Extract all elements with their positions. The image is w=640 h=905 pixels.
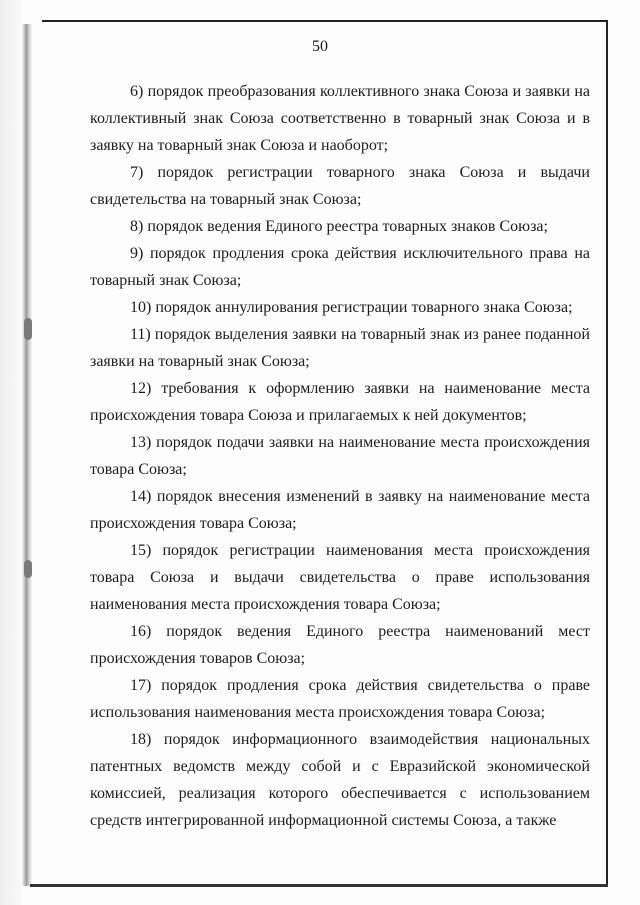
list-item: 9) порядок продления срока действия исключительного права на товарный знак Союза; xyxy=(90,245,590,289)
page-border-left xyxy=(22,24,32,886)
list-item: 18) порядок информационного взаимодействия национальных патентных ведомств между собой и с Евразийской экономической комиссией, реализация которого обеспечивается с использованием средств интегрированной информационной системы Союза, а также xyxy=(90,731,590,829)
list-item: 17) порядок продления срока действия свидетельства о праве использования наименования места происхождения товара Союза; xyxy=(90,677,590,721)
binding-mark xyxy=(24,318,32,340)
document-body xyxy=(90,78,590,834)
page-border-right xyxy=(606,20,608,886)
binding-mark xyxy=(24,560,32,578)
page-number: 50 xyxy=(312,38,328,55)
list-item: 16) порядок ведения Единого реестра наименований мест происхождения товаров Союза; xyxy=(90,623,590,667)
list-item: 6) порядок преобразования коллективного знака Союза и заявки на коллективный знак Союза соответственно в товарный знак Союза и в заявку на товарный знак Союза и наоборот; xyxy=(90,83,590,154)
list-item: 8) порядок ведения Единого реестра товарных знаков Союза; xyxy=(130,218,548,235)
list-item: 11) порядок выделения заявки на товарный знак из ранее поданной заявки на товарный знак Союза; xyxy=(90,326,590,370)
list-item: 15) порядок регистрации наименования места происхождения товара Союза и выдачи свидетельства о праве использования наименования места происхождения товара Союза; xyxy=(90,542,590,613)
list-item: 12) требования к оформлению заявки на наименование места происхождения товара Союза и прилагаемых к ней документов; xyxy=(90,380,590,424)
list-item: 7) порядок регистрации товарного знака Союза и выдачи свидетельства на товарный знак Союза; xyxy=(90,164,590,208)
page-border-top xyxy=(42,20,608,22)
page-border-bottom xyxy=(30,884,608,887)
list-item: 14) порядок внесения изменений в заявку на наименование места происхождения товара Союза; xyxy=(90,488,590,532)
list-item: 13) порядок подачи заявки на наименование места происхождения товара Союза; xyxy=(90,434,590,478)
list-item: 10) порядок аннулирования регистрации товарного знака Союза; xyxy=(130,299,573,316)
scan-shadow xyxy=(0,0,22,905)
